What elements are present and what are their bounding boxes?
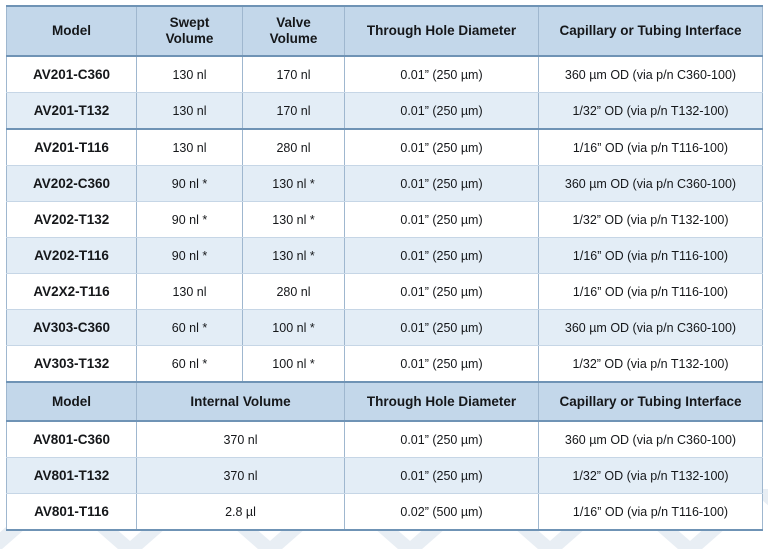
table-row (7, 274, 763, 310)
cell-interface: 1/16” OD (via p/n T116-100) (539, 494, 763, 531)
cell-interface: 1/16” OD (via p/n T116-100) (539, 238, 763, 274)
column-header-valve-volume-line1: Valve (276, 15, 311, 31)
column-header-internal-volume: Internal Volume (137, 382, 345, 421)
cell-model: AV202-C360 (7, 166, 137, 202)
column-header-model: Model (7, 6, 137, 56)
cell-interface: 1/32” OD (via p/n T132-100) (539, 458, 763, 494)
table-row (7, 56, 763, 93)
cell-model: AV801-T116 (7, 494, 137, 531)
cell-through-hole-diameter: 0.01” (250 µm) (345, 93, 539, 130)
specification-table-container (6, 5, 762, 531)
column-header-through-hole-diameter-2: Through Hole Diameter (345, 382, 539, 421)
specification-table (6, 5, 763, 531)
cell-interface: 1/16” OD (via p/n T116-100) (539, 129, 763, 166)
cell-model: AV201-C360 (7, 56, 137, 93)
cell-interface: 1/32” OD (via p/n T132-100) (539, 346, 763, 383)
cell-valve-volume: 280 nl (243, 274, 345, 310)
cell-through-hole-diameter: 0.02” (500 µm) (345, 494, 539, 531)
column-header-swept-volume (137, 6, 243, 56)
column-header-through-hole-diameter: Through Hole Diameter (345, 6, 539, 56)
cell-model: AV202-T132 (7, 202, 137, 238)
cell-model: AV801-T132 (7, 458, 137, 494)
cell-valve-volume: 130 nl * (243, 202, 345, 238)
cell-through-hole-diameter: 0.01” (250 µm) (345, 421, 539, 458)
cell-through-hole-diameter: 0.01” (250 µm) (345, 310, 539, 346)
cell-internal-volume: 370 nl (137, 458, 345, 494)
cell-swept-volume: 90 nl * (137, 166, 243, 202)
column-header-capillary-tubing-interface-2: Capillary or Tubing Interface (539, 382, 763, 421)
cell-swept-volume: 130 nl (137, 129, 243, 166)
cell-model: AV303-T132 (7, 346, 137, 383)
cell-valve-volume: 130 nl * (243, 166, 345, 202)
cell-through-hole-diameter: 0.01” (250 µm) (345, 458, 539, 494)
cell-model: AV303-C360 (7, 310, 137, 346)
cell-through-hole-diameter: 0.01” (250 µm) (345, 129, 539, 166)
table-row (7, 166, 763, 202)
column-header-swept-volume-line2: Volume (165, 31, 214, 46)
cell-model: AV201-T116 (7, 129, 137, 166)
cell-through-hole-diameter: 0.01” (250 µm) (345, 56, 539, 93)
cell-model: AV201-T132 (7, 93, 137, 130)
table-header-row-2 (7, 382, 763, 421)
table-row (7, 202, 763, 238)
cell-valve-volume: 170 nl (243, 93, 345, 130)
cell-through-hole-diameter: 0.01” (250 µm) (345, 166, 539, 202)
cell-valve-volume: 170 nl (243, 56, 345, 93)
cell-swept-volume: 60 nl * (137, 310, 243, 346)
cell-model: AV2X2-T116 (7, 274, 137, 310)
cell-valve-volume: 130 nl * (243, 238, 345, 274)
cell-through-hole-diameter: 0.01” (250 µm) (345, 274, 539, 310)
column-header-valve-volume-line2: Volume (269, 31, 318, 46)
cell-model: AV202-T116 (7, 238, 137, 274)
cell-interface: 360 µm OD (via p/n C360-100) (539, 421, 763, 458)
table-row (7, 346, 763, 383)
cell-swept-volume: 130 nl (137, 56, 243, 93)
cell-interface: 1/32” OD (via p/n T132-100) (539, 93, 763, 130)
table-header-row-1 (7, 6, 763, 56)
table-row (7, 238, 763, 274)
table-row (7, 310, 763, 346)
cell-valve-volume: 280 nl (243, 129, 345, 166)
cell-through-hole-diameter: 0.01” (250 µm) (345, 238, 539, 274)
cell-through-hole-diameter: 0.01” (250 µm) (345, 202, 539, 238)
table-row (7, 494, 763, 531)
column-header-model-2: Model (7, 382, 137, 421)
cell-interface: 360 µm OD (via p/n C360-100) (539, 166, 763, 202)
table-row (7, 458, 763, 494)
cell-interface: 360 µm OD (via p/n C360-100) (539, 310, 763, 346)
cell-internal-volume: 370 nl (137, 421, 345, 458)
cell-swept-volume: 130 nl (137, 93, 243, 130)
table-row (7, 421, 763, 458)
cell-through-hole-diameter: 0.01” (250 µm) (345, 346, 539, 383)
cell-interface: 360 µm OD (via p/n C360-100) (539, 56, 763, 93)
table-row (7, 129, 763, 166)
table-row (7, 93, 763, 130)
cell-interface: 1/16” OD (via p/n T116-100) (539, 274, 763, 310)
cell-swept-volume: 130 nl (137, 274, 243, 310)
cell-swept-volume: 90 nl * (137, 238, 243, 274)
cell-swept-volume: 90 nl * (137, 202, 243, 238)
cell-valve-volume: 100 nl * (243, 346, 345, 383)
column-header-swept-volume-line1: Swept (169, 15, 210, 31)
column-header-capillary-tubing-interface: Capillary or Tubing Interface (539, 6, 763, 56)
column-header-valve-volume (243, 6, 345, 56)
cell-interface: 1/32” OD (via p/n T132-100) (539, 202, 763, 238)
cell-swept-volume: 60 nl * (137, 346, 243, 383)
cell-internal-volume: 2.8 µl (137, 494, 345, 531)
cell-model: AV801-C360 (7, 421, 137, 458)
cell-valve-volume: 100 nl * (243, 310, 345, 346)
